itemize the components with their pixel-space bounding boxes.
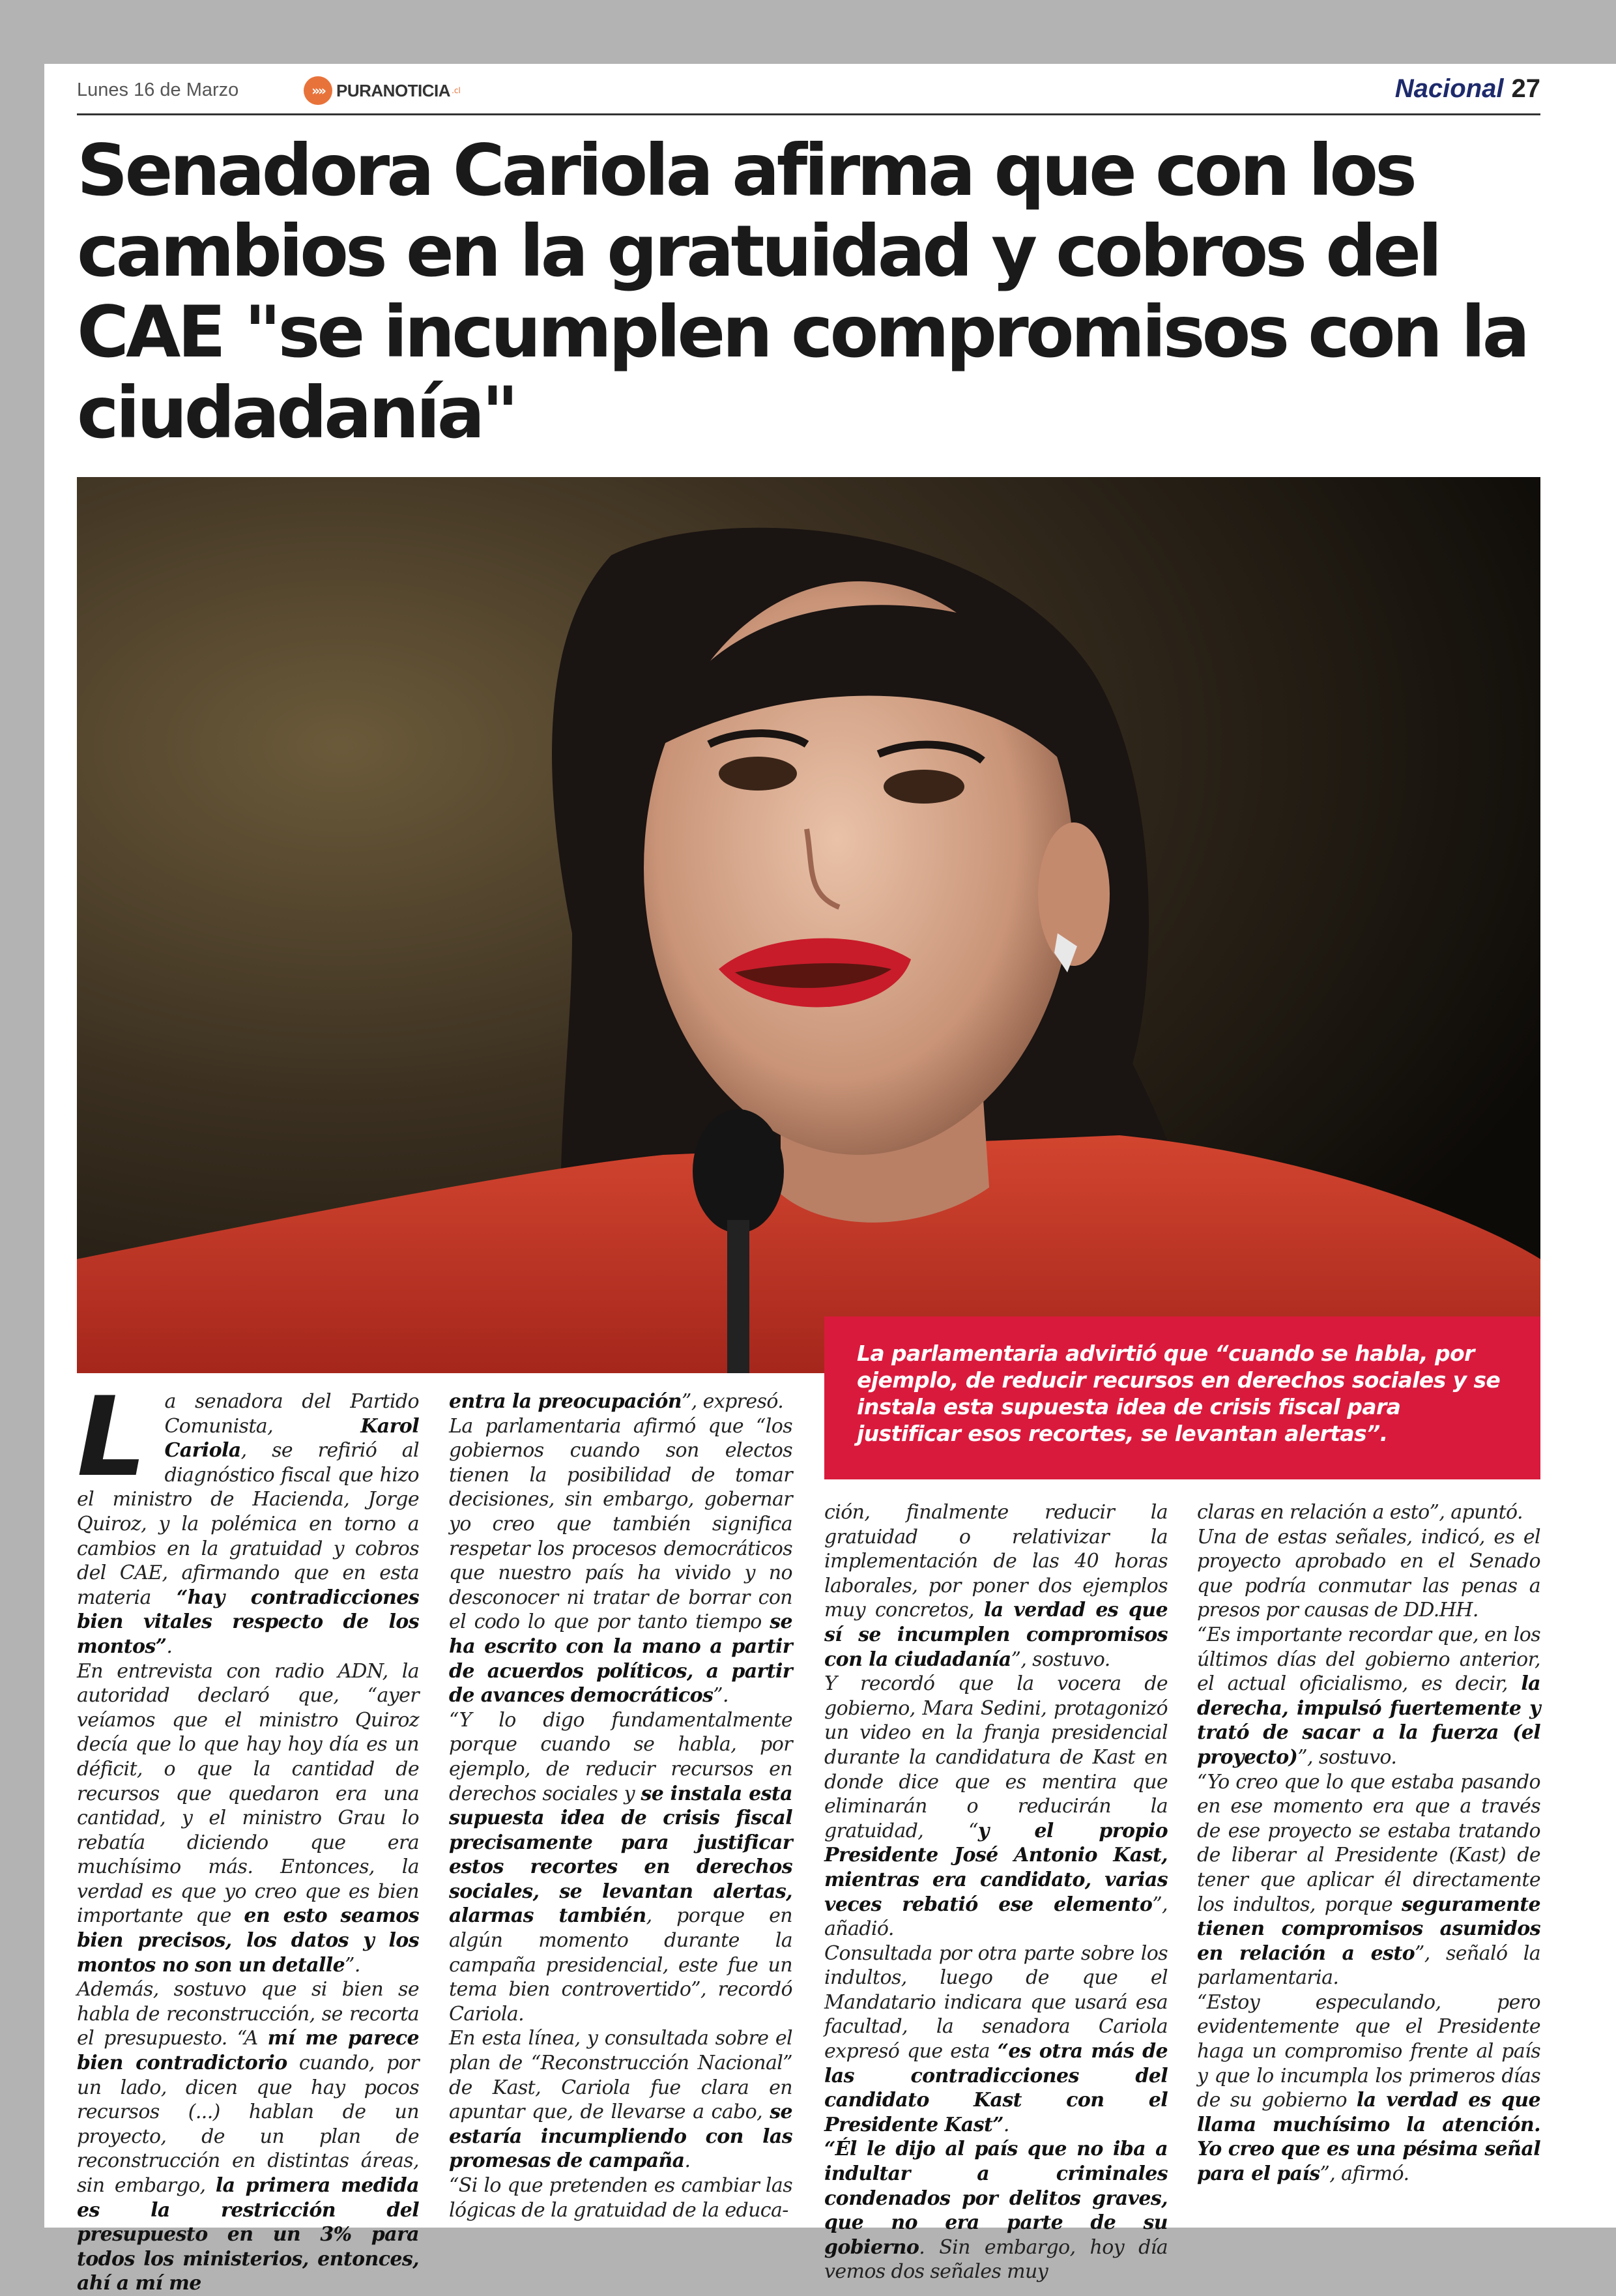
right-eye bbox=[884, 770, 964, 804]
issue-date: Lunes 16 de Marzo bbox=[77, 80, 239, 100]
senator-photo bbox=[77, 477, 1540, 1373]
article-photo bbox=[77, 477, 1540, 1373]
article-column-4: claras en relación a esto”, apuntó. Una de estas señales, indicó, es el proyecto aprobado en el Senado que podría conmutar las penas a presos por causas de DD.HH. “Es importante recordar que, en los últimos días del gobierno anterior, el actual oficialismo, es decir, la derecha, impulsó fuertemente y trató de sacar a la fuerza (el proyecto)”, sostuvo. “Yo creo que lo que estaba pasando en ese momento era que a través de ese proyecto se estaba tratando de liberar al Presidente (Kast) de tener que aplicar él directamente los indultos, porque seguramente tienen compromisos asumidos en relación a esto”, señaló la parlamentaria. “Estoy especulando, pero evidentemente que el Presidente haga un compromiso frente al país y que lo incumpla los primeros días de su gobierno la verdad es que llama muchísimo la atención. Yo creo que es una pésima señal para el país”, afirmó. bbox=[1197, 1501, 1540, 2186]
article-column-3: ción, finalmente reducir la gratuidad o relativizar la implementación de las 40 horas laborales, por poner dos ejemplos muy concretos, la verdad es que sí se incumplen compromisos con la ciudadanía”, sostuvo. Y recordó que la vocera de gobierno, Mara Sedini, protagonizó un video en la franja presidencial durante la candidatura de Kast en donde dice que es mentira que eliminarán o reducirán la gratuidad, “y el propio Presidente José Antonio Kast, mientras era candidato, varias veces rebatió ese elemento”, añadió. Consultada por otra parte sobre los indultos, luego de que el Mandatario indicara que usará esa facultad, la senadora Cariola expresó que esta “es otra más de las contradicciones del candidato Kast con el Presidente Kast”. “Él le dijo al país que no iba a indultar a criminales condenados por delitos graves, que no era parte de su gobierno. Sin embargo, hoy día vemos dos señales muy bbox=[824, 1501, 1168, 2284]
puranoticia-logo bbox=[304, 74, 461, 107]
microphone-stand bbox=[727, 1220, 749, 1373]
pull-quote: La parlamentaria advirtió que “cuando se habla, por ejemplo, de reducir recursos en derechos sociales y se instala esta supuesta idea de crisis fiscal para justificar esos recortes, se levantan alertas”. bbox=[824, 1316, 1540, 1479]
chevrons-icon: »» bbox=[304, 76, 332, 105]
headline: Senadora Cariola afirma que con los cambios en la gratuidad y cobros del CAE "se incumplen compromisos con la ciudadanía" bbox=[77, 129, 1527, 454]
section-name: Nacional bbox=[1394, 74, 1504, 103]
article-column-2: entra la preocupación”, expresó. La parlamentaria afirmó que “los gobiernos cuando son electos tienen la posibilidad de tomar decisiones, sin embargo, gobernar yo creo que también significa respetar los procesos democráticos que nuestro país ha vivido y no desconocer ni tratar de borrar con el codo lo que por tanto tiempo se ha escrito con la mano a partir de acuerdos políticos, a partir de avances democráticos”. “Y lo digo fundamentalmente porque cuando se habla, por ejemplo, de reducir recursos en derechos sociales y se instala esta supuesta idea de crisis fiscal precisamente para justificar estos recortes en derechos sociales, se levantan alertas, alarmas también, porque en algún momento durante la campaña presidencial, este fue un tema bien controvertido”, recordó Cariola. En esta línea, y consultada sobre el plan de “Reconstrucción Nacional” de Kast, Cariola fue clara en apuntar que, de llevarse a cabo, se estaría incumpliendo con las promesas de campaña. “Si lo que pretenden es cambiar las lógicas de la gratuidad de la educa- bbox=[449, 1390, 792, 2222]
logo-text: PURANOTICIA bbox=[336, 80, 451, 100]
microphone bbox=[693, 1109, 784, 1233]
section-label bbox=[1395, 74, 1540, 104]
article-column-1: L a senadora del Partido Comunista, Karol Cariola, se refirió al diagnóstico fiscal que hizo el ministro de Hacienda, Jorge Quiroz, y la polémica en torno a cambios en la gratuidad y cobros del CAE, afirmando que en esta materia “hay contradicciones bien vitales respecto de los montos”. En entrevista con radio ADN, la autoridad declaró que, “ayer veíamos que el ministro Quiroz decía que lo que hay hoy día es un déficit, o que la cantidad de recursos que quedaron era una cantidad, y el ministro Grau lo rebatía diciendo que era muchísimo más. Entonces, la verdad es que yo creo que es bien importante que en esto seamos bien precisos, los datos y los montos no son un detalle”. Además, sostuvo que si bien se habla de reconstrucción, se recorta el presupuesto. “A mí me parece bien contradictorio cuando, por un lado, dicen que hay pocos recursos (...) hablan de un proyecto, de un plan de reconstrucción en distintas áreas, sin embargo, la primera medida es la restricción del presupuesto en un 3% para todos los ministerios, entonces, ahí a mí me bbox=[77, 1373, 419, 2295]
page-header bbox=[77, 72, 1540, 115]
left-eye bbox=[719, 757, 797, 791]
page-number: 27 bbox=[1511, 74, 1540, 103]
logo-suffix: .cl bbox=[452, 86, 461, 95]
drop-cap: L bbox=[77, 1373, 147, 1501]
